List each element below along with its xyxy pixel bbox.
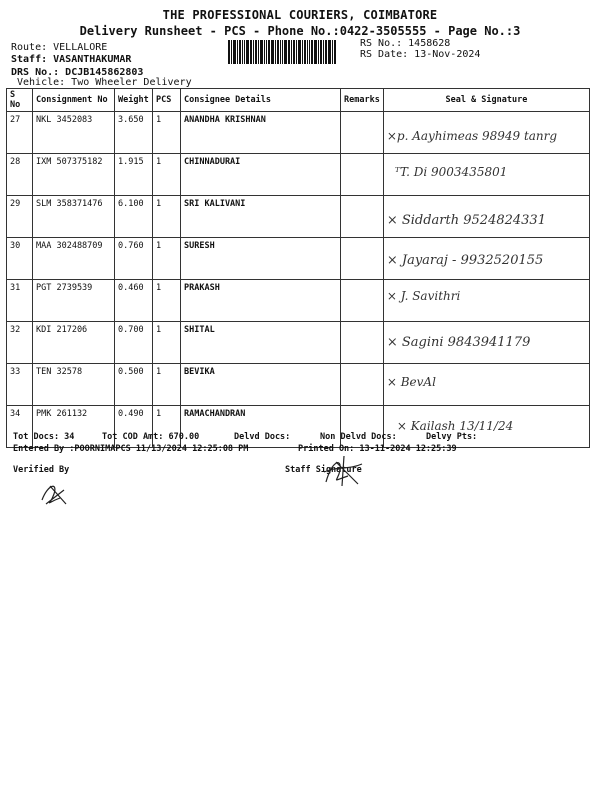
consignment-cell: SLM 358371476 xyxy=(33,196,115,238)
pcs-cell: 1 xyxy=(153,364,181,406)
weight-cell: 1.915 xyxy=(115,154,153,196)
pcs-cell: 1 xyxy=(153,238,181,280)
consignment-cell: MAA 302488709 xyxy=(33,238,115,280)
pcs-cell: 1 xyxy=(153,154,181,196)
table-row xyxy=(7,364,590,406)
verified-signature-mark xyxy=(36,478,76,508)
consignee-cell: ANANDHA KRISHNAN xyxy=(181,112,341,154)
rs-date: RS Date: 13-Nov-2024 xyxy=(360,49,481,60)
consignee-cell: SRI KALIVANI xyxy=(181,196,341,238)
pcs-cell: 1 xyxy=(153,406,181,448)
table-row xyxy=(7,196,590,238)
table-header-row xyxy=(7,89,590,112)
col-consignee: Consignee Details xyxy=(181,89,341,112)
col-consignment: Consignment No xyxy=(33,89,115,112)
sno-cell: 29 xyxy=(7,196,33,238)
route-label: Route: VELLALORE xyxy=(11,42,108,53)
handwritten-signature: ᵀT. Di 9003435801 xyxy=(394,165,508,179)
staff-signature-mark xyxy=(318,452,368,488)
weight-cell: 0.460 xyxy=(115,280,153,322)
handwritten-signature: × Jayaraj - 9932520155 xyxy=(386,253,544,268)
consignee-cell: BEVIKA xyxy=(181,364,341,406)
col-sno: S No xyxy=(7,89,33,112)
remarks-cell xyxy=(341,280,384,322)
total-cod-amount: Tot COD Amt: 670.00 xyxy=(102,432,200,442)
table-row xyxy=(7,406,590,448)
sno-cell: 28 xyxy=(7,154,33,196)
weight-cell: 3.650 xyxy=(115,112,153,154)
weight-cell: 0.490 xyxy=(115,406,153,448)
consignment-cell: KDI 217206 xyxy=(33,322,115,364)
signature-cell xyxy=(383,112,589,154)
staff-signature-label: Staff Signature xyxy=(285,465,362,475)
drs-number: DRS No.: DCJB145862803 xyxy=(11,67,144,78)
total-docs: Tot Docs: 34 xyxy=(13,432,75,442)
weight-cell: 0.760 xyxy=(115,238,153,280)
remarks-cell xyxy=(341,364,384,406)
consignment-cell: IXM 507375182 xyxy=(33,154,115,196)
signature-cell xyxy=(383,196,589,238)
consignee-cell: RAMACHANDRAN xyxy=(181,406,341,448)
consignee-cell: SHITAL xyxy=(181,322,341,364)
sno-cell: 27 xyxy=(7,112,33,154)
rs-number: RS No.: 1458628 xyxy=(360,38,451,49)
handwritten-signature: × BevAl xyxy=(386,375,436,389)
non-delivered-docs: Non Delvd Docs: xyxy=(320,432,397,442)
signature-cell xyxy=(383,406,589,448)
consignee-cell: PRAKASH xyxy=(181,280,341,322)
pcs-cell: 1 xyxy=(153,112,181,154)
pcs-cell: 1 xyxy=(153,196,181,238)
remarks-cell xyxy=(341,112,384,154)
entered-by: Entered By :POORNIMAPCS 11/13/2024 12:25:08 PM xyxy=(13,444,249,454)
company-title: THE PROFESSIONAL COURIERS, COIMBATORE xyxy=(162,8,438,22)
sno-cell: 30 xyxy=(7,238,33,280)
signature-cell xyxy=(383,280,589,322)
table-row xyxy=(7,238,590,280)
handwritten-signature: × Sagini 9843941179 xyxy=(386,335,531,350)
consignment-cell: TEN 32578 xyxy=(33,364,115,406)
remarks-cell xyxy=(341,196,384,238)
col-remarks: Remarks xyxy=(341,89,384,112)
runsheet-title: Delivery Runsheet - PCS - Phone No.:0422-3505555 - Page No.:3 xyxy=(79,24,521,38)
col-seal-signature: Seal & Signature xyxy=(383,89,589,112)
col-pcs: PCS xyxy=(153,89,181,112)
weight-cell: 6.100 xyxy=(115,196,153,238)
runsheet-table xyxy=(6,88,590,448)
handwritten-signature: ×p. Aayhimeas 98949 tanrg xyxy=(386,129,558,143)
weight-cell: 0.700 xyxy=(115,322,153,364)
consignee-cell: SURESH xyxy=(181,238,341,280)
table-row xyxy=(7,280,590,322)
consignment-cell: NKL 3452083 xyxy=(33,112,115,154)
sno-cell: 34 xyxy=(7,406,33,448)
delivered-docs: Delvd Docs: xyxy=(234,432,291,442)
remarks-cell xyxy=(341,238,384,280)
table-row xyxy=(7,322,590,364)
printed-on: Printed On: 13-11-2024 12:25:39 xyxy=(298,444,457,454)
col-weight: Weight xyxy=(115,89,153,112)
consignee-cell: CHINNADURAI xyxy=(181,154,341,196)
signature-cell xyxy=(383,322,589,364)
delivery-points: Delvy Pts: xyxy=(426,432,478,442)
pcs-cell: 1 xyxy=(153,322,181,364)
signature-cell xyxy=(383,154,589,196)
weight-cell: 0.500 xyxy=(115,364,153,406)
consignment-cell: PGT 2739539 xyxy=(33,280,115,322)
signature-cell xyxy=(383,238,589,280)
remarks-cell xyxy=(341,322,384,364)
verified-by-label: Verified By xyxy=(13,465,70,475)
handwritten-signature: × Siddarth 9524824331 xyxy=(386,213,546,228)
handwritten-signature: × Kailash 13/11/24 xyxy=(396,419,514,433)
sno-cell: 31 xyxy=(7,280,33,322)
handwritten-signature: × J. Savithri xyxy=(386,289,461,303)
vehicle-label: Vehicle: Two Wheeler Delivery xyxy=(17,77,192,88)
barcode xyxy=(228,40,353,64)
table-row xyxy=(7,112,590,154)
sno-cell: 33 xyxy=(7,364,33,406)
pcs-cell: 1 xyxy=(153,280,181,322)
consignment-cell: PMK 261132 xyxy=(33,406,115,448)
sno-cell: 32 xyxy=(7,322,33,364)
staff-label: Staff: VASANTHAKUMAR xyxy=(11,54,132,65)
signature-cell xyxy=(383,364,589,406)
table-row xyxy=(7,154,590,196)
remarks-cell xyxy=(341,154,384,196)
